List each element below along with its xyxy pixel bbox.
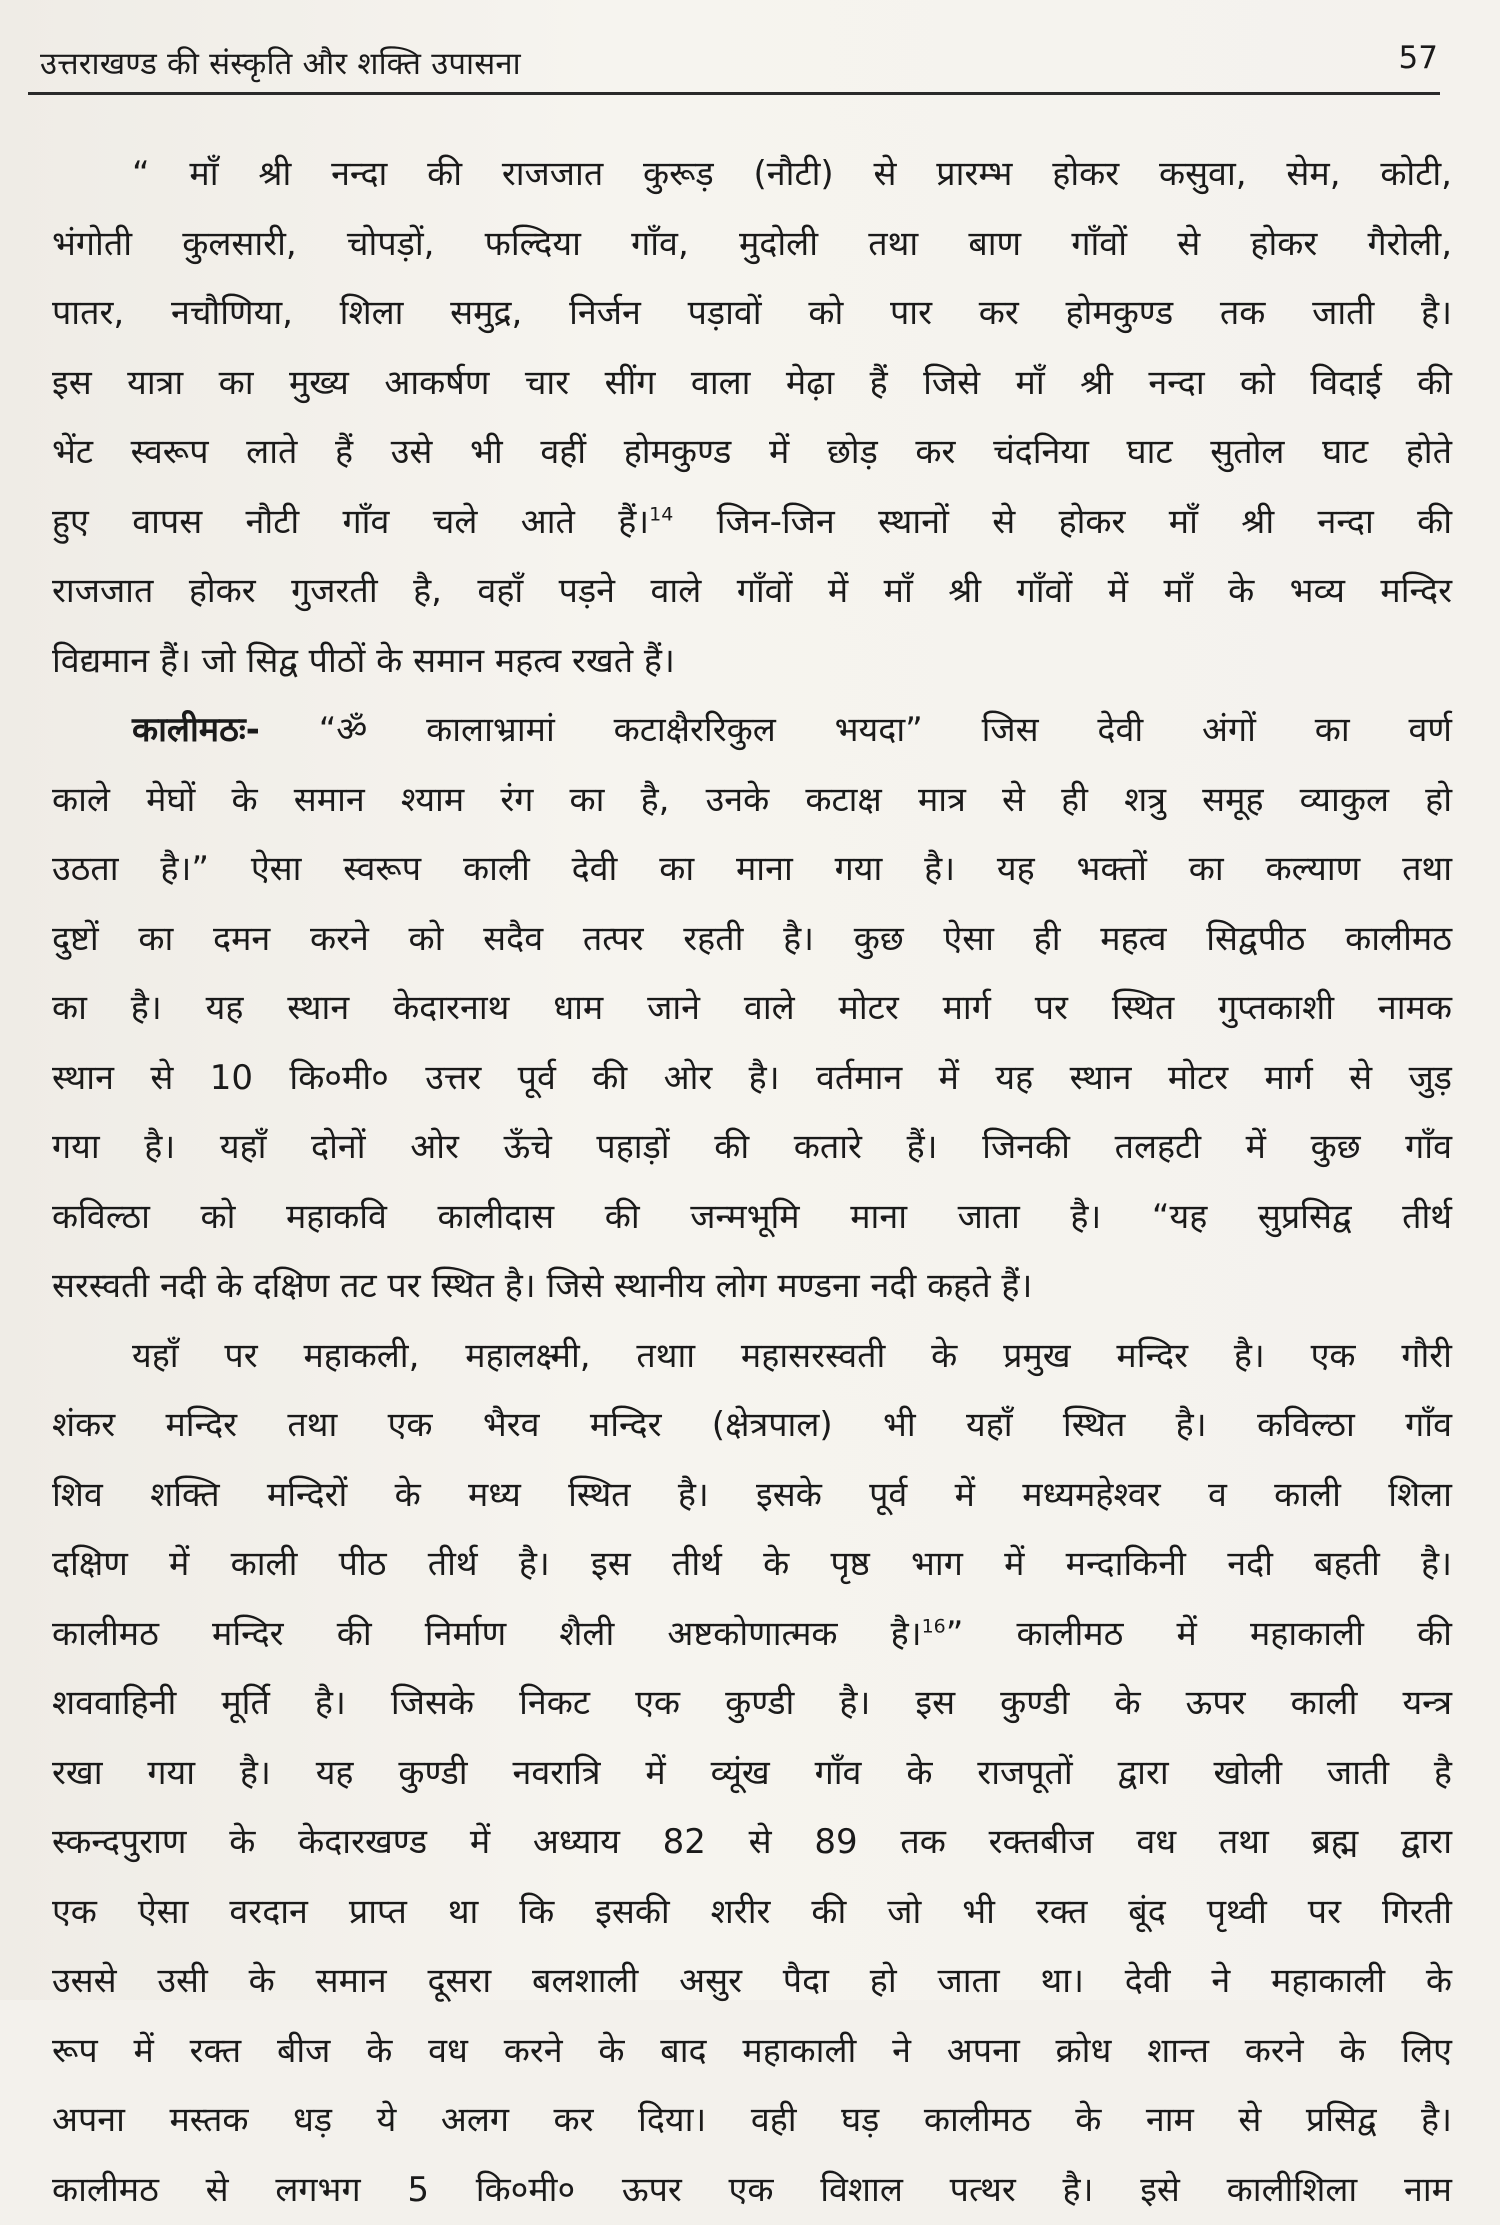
text-line: “ माँ श्री नन्दा की राजजात कुरूड़ (नौटी) से प्रारम्भ होकर कसुवा, सेम, कोटी, xyxy=(52,140,1452,210)
running-head-title: उत्तराखण्ड की संस्कृति और शक्ति उपासना xyxy=(40,42,521,84)
text-line: उससे उसी के समान दूसरा बलशाली असुर पैदा हो जाता था। देवी ने महाकाली के xyxy=(52,1947,1452,2017)
text-line: इस यात्रा का मुख्य आकर्षण चार सींग वाला मेढ़ा हैं जिसे माँ श्री नन्दा को विदाई की xyxy=(52,349,1452,419)
text-line: शंकर मन्दिर तथा एक भैरव मन्दिर (क्षेत्रपाल) भी यहाँ स्थित है। कविल्ठा गाँव xyxy=(52,1391,1452,1461)
text-line: अपना मस्तक धड़ ये अलग कर दिया। वही घड़ कालीमठ के नाम से प्रसिद्व है। xyxy=(52,2086,1452,2156)
text-line: भंगोती कुलसारी, चोपड़ों, फल्दिया गाँव, मुदोली तथा बाण गाँवों से होकर गैरोली, xyxy=(52,210,1452,280)
text-line: का है। यह स्थान केदारनाथ धाम जाने वाले मोटर मार्ग पर स्थित गुप्तकाशी नामक xyxy=(52,974,1452,1044)
text-line: स्थान से 10 कि०मी० उत्तर पूर्व की ओर है। वर्तमान में यह स्थान मोटर मार्ग से जुड़ xyxy=(52,1044,1452,1114)
text-line: दक्षिण में काली पीठ तीर्थ है। इस तीर्थ के पृष्ठ भाग में मन्दाकिनी नदी बहती है। xyxy=(52,1530,1452,1600)
text-line: कालीमठ से लगभग 5 कि०मी० ऊपर एक विशाल पत्थर है। इसे कालीशिला नाम xyxy=(52,2156,1452,2225)
footnote-ref-16: 16 xyxy=(922,1615,946,1637)
text-line: हुए वापस नौटी गाँव चले आते हैं।$^{14}$ जिन-जिन स्थानों से होकर माँ श्री नन्दा की xyxy=(52,488,1452,558)
text-line: स्कन्दपुराण के केदारखण्ड में अध्याय 82 से 89 तक रक्तबीज वध तथा ब्रह्म द्वारा xyxy=(52,1808,1452,1878)
text-line: उठता है।” ऐसा स्वरूप काली देवी का माना गया है। यह भक्तों का कल्याण तथा xyxy=(52,835,1452,905)
text-line: शववाहिनी मूर्ति है। जिसके निकट एक कुण्डी है। इस कुण्डी के ऊपर काली यन्त्र xyxy=(52,1669,1452,1739)
text-line: सरस्वती नदी के दक्षिण तट पर स्थित है। जिसे स्थानीय लोग मण्डना नदी कहते हैं। xyxy=(52,1252,1452,1322)
text-line: राजजात होकर गुजरती है, वहाँ पड़ने वाले गाँवों में माँ श्री गाँवों में माँ के भव्य मन्दिर xyxy=(52,557,1452,627)
text-line: कालीमठ मन्दिर की निर्माण शैली अष्टकोणात्मक है।$^{16}$” कालीमठ में महाकाली की xyxy=(52,1600,1452,1670)
text-line: पातर, नचौणिया, शिला समुद्र, निर्जन पड़ावों को पार कर होमकुण्ड तक जाती है। xyxy=(52,279,1452,349)
text-line: काले मेघों के समान श्याम रंग का है, उनके कटाक्ष मात्र से ही शत्रु समूह व्याकुल हो xyxy=(52,766,1452,836)
text-line: गया है। यहाँ दोनों ओर ऊँचे पहाड़ों की कतारे हैं। जिनकी तलहटी में कुछ गाँव xyxy=(52,1113,1452,1183)
text-line: रखा गया है। यह कुण्डी नवरात्रि में व्यूंख गाँव के राजपूतों द्वारा खोली जाती है xyxy=(52,1739,1452,1809)
text-line: एक ऐसा वरदान प्राप्त था कि इसकी शरीर की जो भी रक्त बूंद पृथ्वी पर गिरती xyxy=(52,1878,1452,1948)
text-line: कालीमठः- “ॐ कालाभ्रामां कटाक्षैररिकुल भयदा” जिस देवी अंगों का वर्ण xyxy=(52,696,1452,766)
text-line: यहाँ पर महाकली, महालक्ष्मी, तथाा महासरस्वती के प्रमुख मन्दिर है। एक गौरी xyxy=(52,1322,1452,1392)
text-line: विद्यमान हैं। जो सिद्व पीठों के समान महत्व रखते हैं। xyxy=(52,627,1452,697)
text-line: रूप में रक्त बीज के वध करने के बाद महाकाली ने अपना क्रोध शान्त करने के लिए xyxy=(52,2017,1452,2087)
body-text xyxy=(52,140,1452,2225)
footnote-ref-14: 14 xyxy=(649,503,673,525)
section-heading-kalimath: कालीमठः- xyxy=(132,710,260,750)
text-line: भेंट स्वरूप लाते हैं उसे भी वहीं होमकुण्ड में छोड़ कर चंदनिया घाट सुतोल घाट होते xyxy=(52,418,1452,488)
text-line: दुष्टों का दमन करने को सदैव तत्पर रहती है। कुछ ऐसा ही महत्व सिद्वपीठ कालीमठ xyxy=(52,905,1452,975)
header-divider xyxy=(28,92,1440,95)
text-line: शिव शक्ति मन्दिरों के मध्य स्थित है। इसके पूर्व में मध्यमहेश्वर व काली शिला xyxy=(52,1461,1452,1531)
page-number: 57 xyxy=(1399,40,1438,76)
text-line: कविल्ठा को महाकवि कालीदास की जन्मभूमि माना जाता है। “यह सुप्रसिद्व तीर्थ xyxy=(52,1183,1452,1253)
